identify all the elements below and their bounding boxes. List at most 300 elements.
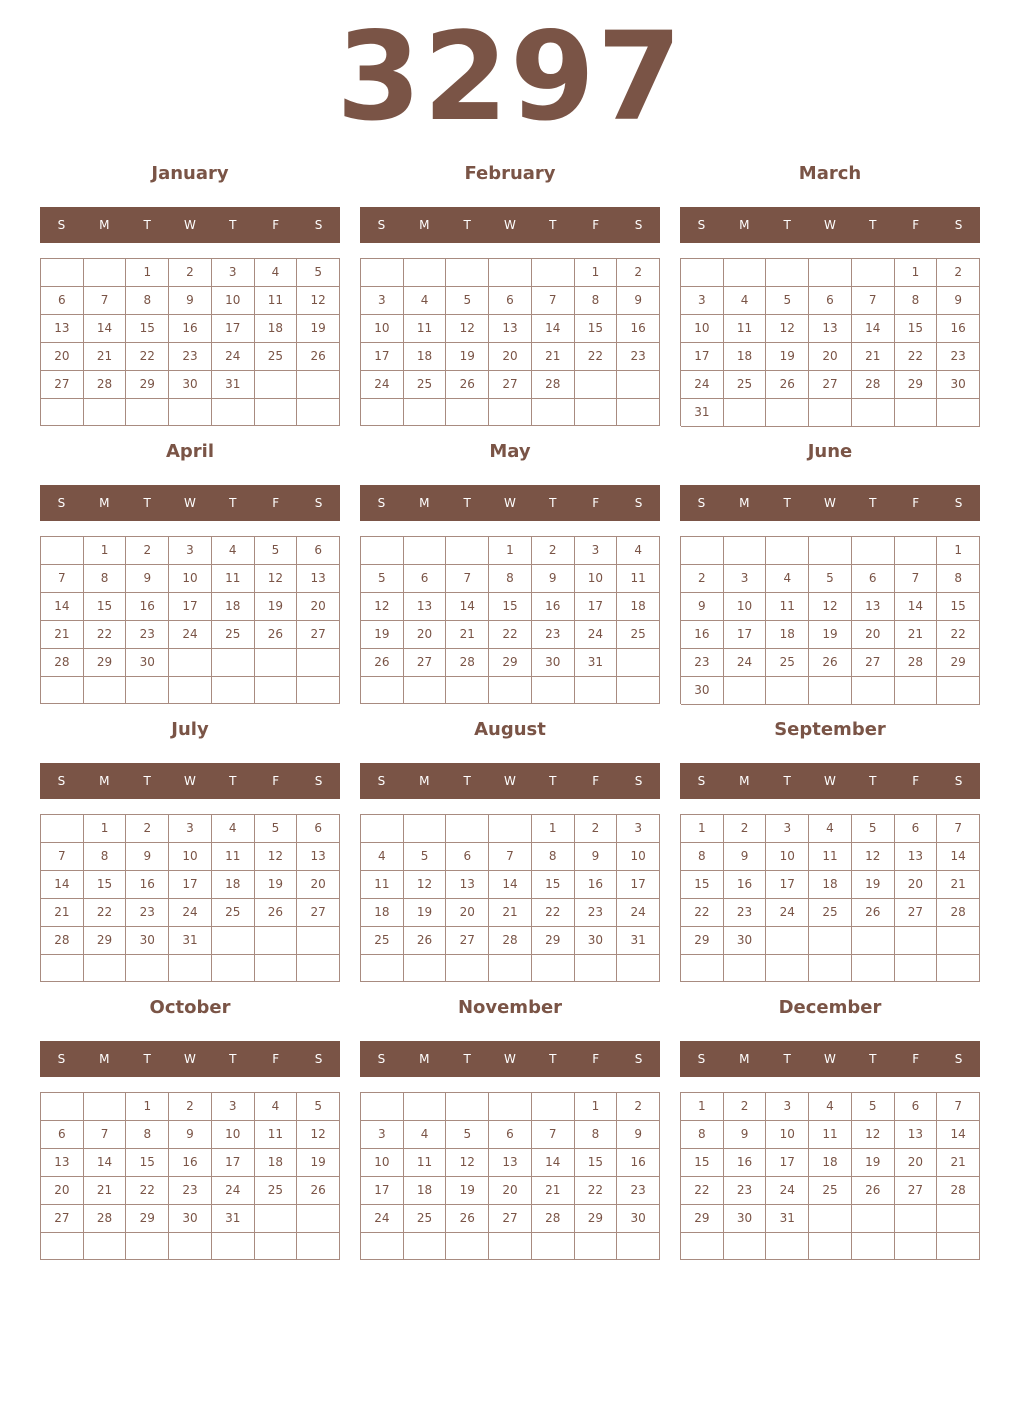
month-december bbox=[680, 994, 980, 1264]
day-cell: 7 bbox=[41, 565, 84, 593]
weekday-label: T bbox=[549, 496, 557, 510]
day-cell: 21 bbox=[84, 343, 127, 371]
day-cell: 6 bbox=[41, 1121, 84, 1149]
day-cell: 3 bbox=[766, 815, 809, 843]
day-cell: 10 bbox=[766, 1121, 809, 1149]
day-cell: 16 bbox=[532, 593, 575, 621]
day-cell: 27 bbox=[809, 371, 852, 399]
month-name: April bbox=[165, 441, 215, 462]
day-cell: 15 bbox=[575, 315, 618, 343]
day-cell: 31 bbox=[766, 1205, 809, 1233]
day-cell: 23 bbox=[532, 621, 575, 649]
day-cell: 13 bbox=[297, 843, 340, 871]
day-cell: 17 bbox=[575, 593, 618, 621]
day-grid bbox=[360, 536, 660, 704]
weekday-label: S bbox=[697, 1052, 706, 1066]
day-cell: 16 bbox=[169, 1149, 212, 1177]
day-cell: 22 bbox=[895, 343, 938, 371]
day-cell: 17 bbox=[361, 343, 404, 371]
weekday-label: T bbox=[869, 496, 877, 510]
day-cell: 19 bbox=[297, 315, 340, 343]
day-cell bbox=[809, 399, 852, 427]
day-cell bbox=[489, 1093, 532, 1121]
weekday-label: W bbox=[824, 774, 836, 788]
day-cell: 4 bbox=[617, 537, 660, 565]
day-cell: 4 bbox=[404, 1121, 447, 1149]
day-cell: 5 bbox=[446, 287, 489, 315]
day-cell bbox=[532, 955, 575, 982]
day-cell: 1 bbox=[937, 537, 980, 565]
day-cell: 26 bbox=[361, 649, 404, 677]
day-cell: 9 bbox=[575, 843, 618, 871]
day-cell: 29 bbox=[126, 371, 169, 399]
day-cell bbox=[937, 955, 980, 982]
day-cell: 6 bbox=[297, 815, 340, 843]
day-grid bbox=[360, 1092, 660, 1260]
weekday-label: S bbox=[954, 496, 963, 510]
weekday-header bbox=[680, 207, 980, 243]
day-cell bbox=[255, 1205, 298, 1233]
day-cell: 18 bbox=[212, 593, 255, 621]
day-cell: 7 bbox=[532, 1121, 575, 1149]
day-cell bbox=[809, 259, 852, 287]
day-cell: 7 bbox=[41, 843, 84, 871]
weekday-label: F bbox=[592, 496, 600, 510]
day-cell: 7 bbox=[852, 287, 895, 315]
day-cell bbox=[681, 955, 724, 982]
day-cell: 14 bbox=[489, 871, 532, 899]
day-cell: 14 bbox=[41, 593, 84, 621]
day-cell: 16 bbox=[126, 871, 169, 899]
day-cell bbox=[446, 537, 489, 565]
day-cell bbox=[575, 955, 618, 982]
day-cell: 30 bbox=[617, 1205, 660, 1233]
weekday-label: M bbox=[419, 1052, 430, 1066]
day-cell: 13 bbox=[41, 1149, 84, 1177]
year-title: 3297 bbox=[336, 6, 684, 148]
weekday-label: T bbox=[143, 496, 151, 510]
day-cell: 28 bbox=[532, 371, 575, 399]
day-cell bbox=[809, 677, 852, 705]
day-cell bbox=[297, 927, 340, 955]
month-name: November bbox=[457, 997, 563, 1018]
day-cell: 17 bbox=[766, 1149, 809, 1177]
day-cell: 25 bbox=[255, 343, 298, 371]
day-cell: 27 bbox=[404, 649, 447, 677]
day-cell bbox=[255, 371, 298, 399]
day-cell: 28 bbox=[84, 1205, 127, 1233]
weekday-header bbox=[680, 485, 980, 521]
day-cell: 28 bbox=[532, 1205, 575, 1233]
day-cell bbox=[169, 955, 212, 982]
day-cell: 19 bbox=[446, 343, 489, 371]
day-cell: 13 bbox=[895, 843, 938, 871]
day-cell bbox=[212, 399, 255, 426]
day-cell: 29 bbox=[575, 1205, 618, 1233]
day-cell: 3 bbox=[361, 287, 404, 315]
day-cell: 18 bbox=[404, 1177, 447, 1205]
day-cell bbox=[361, 1093, 404, 1121]
month-february bbox=[360, 160, 660, 430]
day-cell: 18 bbox=[809, 1149, 852, 1177]
month-name: February bbox=[464, 163, 556, 184]
weekday-header bbox=[40, 207, 340, 243]
day-cell: 22 bbox=[681, 1177, 724, 1205]
day-cell: 24 bbox=[212, 1177, 255, 1205]
day-cell: 5 bbox=[297, 1093, 340, 1121]
day-cell bbox=[766, 1233, 809, 1260]
day-cell: 3 bbox=[617, 815, 660, 843]
day-cell: 22 bbox=[532, 899, 575, 927]
day-cell bbox=[724, 955, 767, 982]
day-cell bbox=[617, 955, 660, 982]
day-cell: 17 bbox=[212, 1149, 255, 1177]
day-cell bbox=[361, 537, 404, 565]
day-cell bbox=[895, 677, 938, 705]
day-cell: 18 bbox=[617, 593, 660, 621]
day-cell: 15 bbox=[84, 871, 127, 899]
weekday-label: S bbox=[314, 496, 323, 510]
day-cell: 21 bbox=[41, 899, 84, 927]
day-cell: 21 bbox=[446, 621, 489, 649]
day-cell: 22 bbox=[575, 1177, 618, 1205]
day-cell: 14 bbox=[532, 315, 575, 343]
weekday-label: T bbox=[783, 774, 791, 788]
day-cell: 15 bbox=[126, 315, 169, 343]
day-cell: 3 bbox=[212, 259, 255, 287]
weekday-label: F bbox=[912, 218, 920, 232]
day-cell: 7 bbox=[84, 287, 127, 315]
day-cell: 12 bbox=[446, 1149, 489, 1177]
day-cell bbox=[126, 399, 169, 426]
month-name: January bbox=[151, 163, 229, 184]
day-cell bbox=[404, 259, 447, 287]
day-cell: 28 bbox=[41, 649, 84, 677]
day-grid bbox=[680, 814, 980, 982]
day-cell bbox=[446, 1233, 489, 1260]
day-cell bbox=[169, 649, 212, 677]
day-cell bbox=[895, 1205, 938, 1233]
day-cell: 29 bbox=[681, 927, 724, 955]
day-cell bbox=[404, 815, 447, 843]
weekday-label: T bbox=[869, 1052, 877, 1066]
day-grid bbox=[680, 536, 980, 704]
month-name: May bbox=[489, 441, 531, 462]
day-cell: 27 bbox=[489, 371, 532, 399]
day-cell: 7 bbox=[446, 565, 489, 593]
day-cell: 9 bbox=[937, 287, 980, 315]
day-cell bbox=[84, 259, 127, 287]
weekday-label: M bbox=[419, 218, 430, 232]
weekday-label: W bbox=[184, 218, 196, 232]
day-cell: 16 bbox=[724, 1149, 767, 1177]
day-cell bbox=[681, 537, 724, 565]
day-cell: 1 bbox=[126, 259, 169, 287]
weekday-label: T bbox=[783, 496, 791, 510]
day-cell: 12 bbox=[361, 593, 404, 621]
day-cell: 23 bbox=[617, 1177, 660, 1205]
day-cell: 8 bbox=[84, 565, 127, 593]
day-cell bbox=[532, 259, 575, 287]
day-cell bbox=[404, 1093, 447, 1121]
weekday-label: T bbox=[783, 1052, 791, 1066]
day-cell: 4 bbox=[724, 287, 767, 315]
day-cell: 23 bbox=[724, 899, 767, 927]
day-cell: 29 bbox=[489, 649, 532, 677]
day-cell: 19 bbox=[361, 621, 404, 649]
weekday-label: M bbox=[99, 1052, 110, 1066]
day-cell: 9 bbox=[724, 1121, 767, 1149]
day-grid bbox=[40, 258, 340, 426]
day-cell: 13 bbox=[895, 1121, 938, 1149]
weekday-label: T bbox=[229, 218, 237, 232]
day-cell: 24 bbox=[766, 1177, 809, 1205]
weekday-label: T bbox=[143, 218, 151, 232]
day-cell: 25 bbox=[809, 1177, 852, 1205]
day-cell: 14 bbox=[532, 1149, 575, 1177]
day-cell: 23 bbox=[169, 1177, 212, 1205]
weekday-label: M bbox=[739, 496, 750, 510]
day-cell: 13 bbox=[852, 593, 895, 621]
day-cell: 8 bbox=[489, 565, 532, 593]
day-cell: 10 bbox=[212, 1121, 255, 1149]
day-cell: 9 bbox=[126, 565, 169, 593]
day-cell bbox=[766, 259, 809, 287]
day-cell bbox=[41, 399, 84, 426]
weekday-label: T bbox=[869, 774, 877, 788]
day-cell bbox=[895, 1233, 938, 1260]
day-cell: 28 bbox=[937, 899, 980, 927]
day-cell: 17 bbox=[766, 871, 809, 899]
day-cell bbox=[724, 537, 767, 565]
day-cell: 27 bbox=[446, 927, 489, 955]
day-cell: 25 bbox=[255, 1177, 298, 1205]
day-cell bbox=[895, 399, 938, 427]
month-may bbox=[360, 438, 660, 708]
day-cell: 12 bbox=[852, 843, 895, 871]
day-cell: 23 bbox=[724, 1177, 767, 1205]
day-cell: 5 bbox=[852, 815, 895, 843]
day-cell bbox=[169, 677, 212, 704]
weekday-label: T bbox=[783, 218, 791, 232]
day-cell: 20 bbox=[41, 343, 84, 371]
day-cell: 13 bbox=[489, 1149, 532, 1177]
day-cell: 9 bbox=[169, 1121, 212, 1149]
day-cell: 22 bbox=[489, 621, 532, 649]
day-cell: 11 bbox=[212, 843, 255, 871]
day-cell: 15 bbox=[895, 315, 938, 343]
day-cell bbox=[575, 399, 618, 426]
day-cell: 13 bbox=[297, 565, 340, 593]
day-cell: 1 bbox=[126, 1093, 169, 1121]
day-cell: 16 bbox=[575, 871, 618, 899]
day-cell: 28 bbox=[41, 927, 84, 955]
day-cell bbox=[446, 677, 489, 704]
day-cell bbox=[532, 1233, 575, 1260]
day-cell: 8 bbox=[895, 287, 938, 315]
weekday-label: F bbox=[912, 496, 920, 510]
day-cell: 5 bbox=[766, 287, 809, 315]
day-cell: 1 bbox=[575, 259, 618, 287]
day-cell: 27 bbox=[297, 899, 340, 927]
day-cell: 5 bbox=[809, 565, 852, 593]
day-cell: 1 bbox=[575, 1093, 618, 1121]
day-cell: 22 bbox=[937, 621, 980, 649]
day-cell bbox=[84, 677, 127, 704]
day-cell: 6 bbox=[489, 287, 532, 315]
day-cell: 28 bbox=[84, 371, 127, 399]
day-cell bbox=[575, 371, 618, 399]
day-cell bbox=[255, 927, 298, 955]
day-cell bbox=[297, 399, 340, 426]
day-cell: 9 bbox=[617, 1121, 660, 1149]
day-cell: 25 bbox=[361, 927, 404, 955]
day-cell bbox=[489, 259, 532, 287]
day-cell: 22 bbox=[126, 1177, 169, 1205]
day-cell bbox=[489, 955, 532, 982]
weekday-label: F bbox=[272, 774, 280, 788]
day-cell: 30 bbox=[724, 1205, 767, 1233]
day-cell: 1 bbox=[489, 537, 532, 565]
day-cell: 31 bbox=[617, 927, 660, 955]
day-cell: 20 bbox=[446, 899, 489, 927]
day-cell: 11 bbox=[724, 315, 767, 343]
month-name: March bbox=[798, 163, 862, 184]
day-cell: 22 bbox=[84, 899, 127, 927]
day-cell: 14 bbox=[937, 1121, 980, 1149]
day-cell bbox=[169, 1233, 212, 1260]
day-cell: 28 bbox=[937, 1177, 980, 1205]
day-cell: 9 bbox=[617, 287, 660, 315]
day-cell bbox=[724, 1233, 767, 1260]
day-cell: 13 bbox=[446, 871, 489, 899]
day-cell: 6 bbox=[895, 1093, 938, 1121]
weekday-label: S bbox=[634, 496, 643, 510]
day-cell bbox=[809, 537, 852, 565]
day-grid bbox=[360, 814, 660, 982]
day-cell bbox=[617, 399, 660, 426]
day-cell: 20 bbox=[297, 871, 340, 899]
day-cell: 16 bbox=[617, 315, 660, 343]
day-cell: 3 bbox=[169, 537, 212, 565]
day-cell bbox=[84, 955, 127, 982]
day-cell bbox=[937, 1205, 980, 1233]
weekday-label: F bbox=[592, 1052, 600, 1066]
day-cell: 4 bbox=[255, 259, 298, 287]
weekday-label: W bbox=[504, 218, 516, 232]
day-cell: 2 bbox=[681, 565, 724, 593]
day-cell bbox=[41, 537, 84, 565]
day-cell: 8 bbox=[84, 843, 127, 871]
day-cell: 23 bbox=[126, 621, 169, 649]
day-cell: 18 bbox=[361, 899, 404, 927]
day-cell: 22 bbox=[84, 621, 127, 649]
weekday-label: W bbox=[824, 1052, 836, 1066]
day-cell: 12 bbox=[255, 565, 298, 593]
day-cell: 18 bbox=[766, 621, 809, 649]
day-cell: 20 bbox=[895, 871, 938, 899]
day-cell: 21 bbox=[895, 621, 938, 649]
day-cell: 29 bbox=[84, 649, 127, 677]
day-cell: 14 bbox=[84, 315, 127, 343]
weekday-label: M bbox=[739, 774, 750, 788]
day-cell: 21 bbox=[84, 1177, 127, 1205]
weekday-label: M bbox=[419, 496, 430, 510]
day-cell bbox=[617, 371, 660, 399]
weekday-label: W bbox=[504, 774, 516, 788]
day-cell bbox=[895, 927, 938, 955]
day-cell: 7 bbox=[937, 815, 980, 843]
day-cell: 8 bbox=[575, 287, 618, 315]
day-cell: 5 bbox=[255, 537, 298, 565]
day-cell: 26 bbox=[852, 899, 895, 927]
day-cell: 11 bbox=[361, 871, 404, 899]
day-cell: 15 bbox=[84, 593, 127, 621]
weekday-label: W bbox=[504, 496, 516, 510]
weekday-label: T bbox=[549, 1052, 557, 1066]
day-cell: 30 bbox=[937, 371, 980, 399]
day-cell: 20 bbox=[895, 1149, 938, 1177]
day-cell bbox=[532, 1093, 575, 1121]
weekday-label: S bbox=[697, 774, 706, 788]
day-cell: 5 bbox=[361, 565, 404, 593]
day-cell: 18 bbox=[809, 871, 852, 899]
months-grid bbox=[40, 160, 980, 1264]
day-cell: 6 bbox=[852, 565, 895, 593]
day-cell: 6 bbox=[41, 287, 84, 315]
day-cell: 8 bbox=[681, 843, 724, 871]
month-name: December bbox=[778, 997, 882, 1018]
day-cell: 4 bbox=[361, 843, 404, 871]
month-july bbox=[40, 716, 340, 986]
day-cell bbox=[297, 1233, 340, 1260]
day-cell: 18 bbox=[724, 343, 767, 371]
weekday-label: S bbox=[954, 1052, 963, 1066]
weekday-label: S bbox=[377, 218, 386, 232]
day-cell: 16 bbox=[617, 1149, 660, 1177]
day-cell: 12 bbox=[404, 871, 447, 899]
day-cell bbox=[446, 955, 489, 982]
day-cell: 12 bbox=[766, 315, 809, 343]
day-cell bbox=[255, 649, 298, 677]
day-cell: 25 bbox=[617, 621, 660, 649]
day-cell: 15 bbox=[532, 871, 575, 899]
day-cell bbox=[724, 259, 767, 287]
day-cell: 19 bbox=[255, 871, 298, 899]
day-cell: 4 bbox=[255, 1093, 298, 1121]
day-grid bbox=[40, 1092, 340, 1260]
day-cell: 13 bbox=[489, 315, 532, 343]
day-cell bbox=[404, 399, 447, 426]
weekday-label: S bbox=[314, 774, 323, 788]
day-cell: 13 bbox=[809, 315, 852, 343]
day-cell bbox=[575, 677, 618, 704]
day-cell bbox=[489, 399, 532, 426]
weekday-label: T bbox=[229, 774, 237, 788]
day-cell: 29 bbox=[84, 927, 127, 955]
weekday-label: S bbox=[57, 774, 66, 788]
day-cell: 3 bbox=[212, 1093, 255, 1121]
weekday-label: M bbox=[99, 774, 110, 788]
day-cell: 1 bbox=[532, 815, 575, 843]
weekday-label: W bbox=[824, 496, 836, 510]
day-cell: 30 bbox=[169, 371, 212, 399]
weekday-label: F bbox=[272, 496, 280, 510]
day-cell: 15 bbox=[575, 1149, 618, 1177]
day-cell bbox=[766, 927, 809, 955]
month-name: September bbox=[774, 719, 886, 740]
weekday-label: M bbox=[739, 218, 750, 232]
